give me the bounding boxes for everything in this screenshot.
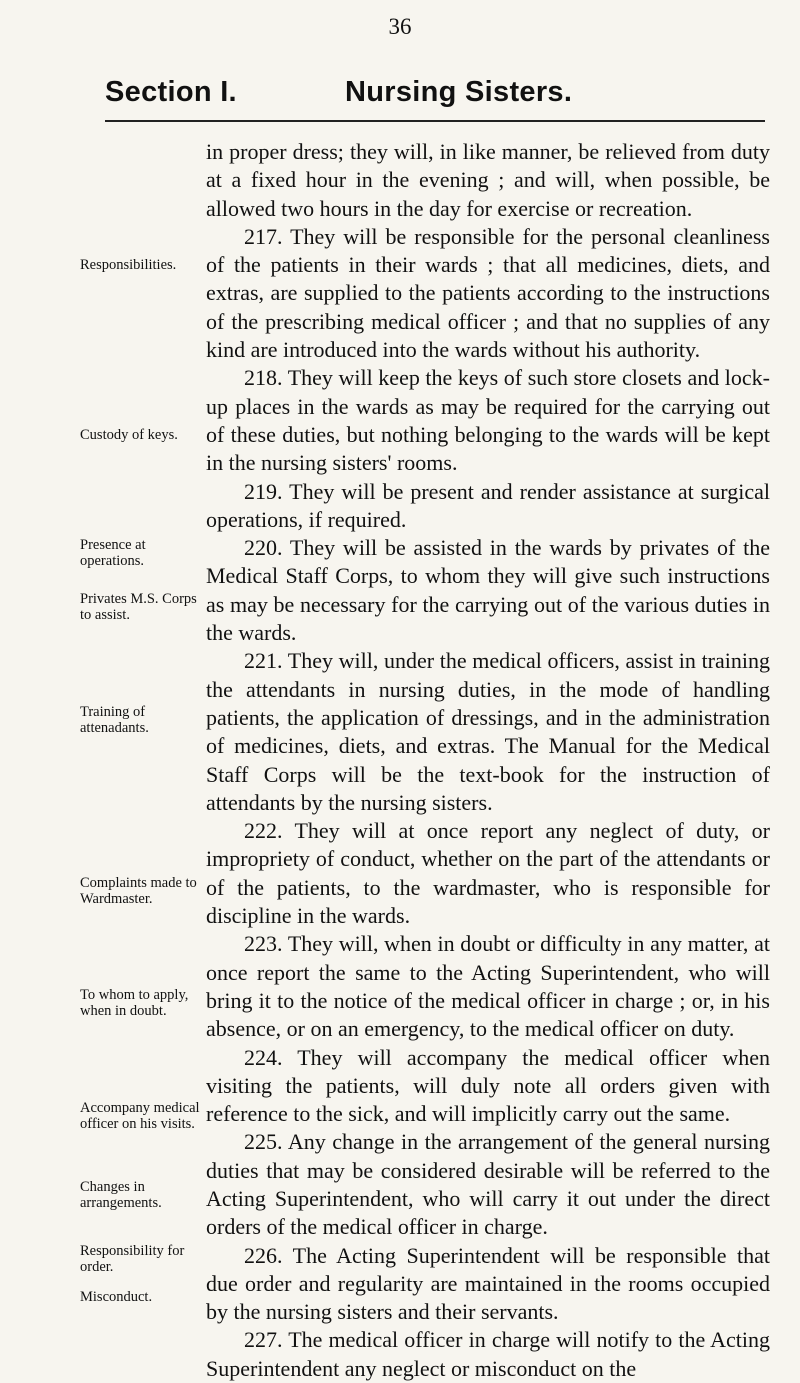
paragraph-number: 222. [244,818,283,844]
paragraph-text: They will be assisted in the wards by privates of the Medical Staff Corps, to whom they will give such instructions as may be necessary for the carrying out of the various duties in the wards. [206,535,770,646]
sidenote-responsibilities: Responsibilities. [80,257,177,273]
sidenote-presence-at-operations: Presence at operations. [80,537,146,569]
paragraph-number: 227. [244,1327,283,1353]
sidenote-custody-of-keys: Custody of keys. [80,427,178,443]
paragraph-text: in proper dress; they will, in like manner, be relieved from duty at a fixed hour in the evening ; and will, when possible, be allowed two hours in the day for exercise or recreation. [206,139,770,221]
paragraph-225 [206,1128,770,1241]
paragraph-text: They will be responsible for the personal cleanliness of the patients in their wards ; that all medicines, diets, and extras, are supplied to the patients according to the instructions of the prescribing medical officer ; and that no supplies of any kind are introduced into the wards without his authority. [206,223,770,363]
running-header [105,76,765,116]
paragraph-text: They will, under the medical officers, assist in training the attendants in nursing duties, in the mode of handling patients, the application of dressings, and in the administration of medicines, diets, and extras. The Manual for the Medical Staff Corps will be the text-book for the instruction of attendants by the nursing sisters. [206,648,770,815]
sidenote-misconduct: Misconduct. [80,1289,153,1305]
paragraph-218 [206,364,770,477]
sidenote-when-in-doubt: To whom to apply, when in doubt. [80,987,189,1019]
paragraph-text: They will keep the keys of such store closets and lock-up places in the wards as may be required for the carrying out of these duties, but nothing belonging to the wards will be kept in the nursing sisters' rooms. [206,365,771,476]
paragraph-223 [206,930,770,1043]
paragraph-number: 217. [244,223,283,249]
sidenote-changes-arrangements: Changes in arrangements. [80,1179,162,1211]
paragraph-number: 220. [244,535,283,561]
header-rule [105,120,765,122]
paragraph-text: They will accompany the medical officer when visiting the patients, will duly note all orders given with reference to the sick, and will implicitly carry out the same. [206,1044,770,1127]
paragraph-224 [206,1044,770,1129]
paragraph-219 [206,478,770,535]
paragraph-text: They will at once report any neglect of duty, or impropriety of conduct, whether on the part of the attendants or of the patients, to the wardmaster, who is responsible for discipline in the wards. [206,818,771,929]
sidenote-complaints-wardmaster: Complaints made to Wardmaster. [80,875,197,907]
paragraph-number: 224. [244,1044,283,1070]
paragraph-number: 218. [244,365,283,391]
paragraph-221 [206,647,770,817]
paragraph-number: 225. [244,1129,283,1155]
paragraph-text: They will, when in doubt or difficulty in any matter, at once report the same to the Acting Superintendent, who will bring it to the notice of the medical officer in charge ; or, in his absence, or on an emergency, to the medical officer on duty. [206,931,770,1042]
page-title: Nursing Sisters. [345,76,573,108]
sidenote-responsibility-order: Responsibility for order. [80,1243,185,1275]
section-label: Section I. [105,76,237,108]
sidenote-privates-assist: Privates M.S. Corps to assist. [80,591,197,623]
sidenote-training-attendants: Training of attenadants. [80,704,149,736]
sidenote-accompany-medical-officer: Accompany medical officer on his visits. [80,1100,200,1132]
paragraph-216-continued [206,138,770,223]
paragraph-222 [206,817,770,930]
paragraph-number: 219. [244,478,283,504]
paragraph-number: 226. [244,1242,283,1268]
page-number: 36 [388,14,412,39]
paragraph-number: 223. [244,931,283,957]
body-text [206,138,770,1383]
paragraph-number: 221. [244,648,283,674]
paragraph-text: Any change in the arrangement of the general nursing duties that may be considered desirable will be referred to the Acting Superintendent, who will carry it out under the direct orders of the medical officer in charge. [206,1129,770,1240]
paragraph-220 [206,534,770,647]
paragraph-text: The medical officer in charge will notify to the Acting Superintendent any neglect or misconduct on the [206,1327,770,1381]
paragraph-text: The Acting Superintendent will be responsible that due order and regularity are maintained in the rooms occupied by the nursing sisters and their servants. [206,1242,770,1325]
paragraph-217 [206,223,770,364]
paragraph-text: They will be present and render assistance at surgical operations, if required. [206,478,770,532]
paragraph-227 [206,1326,770,1383]
